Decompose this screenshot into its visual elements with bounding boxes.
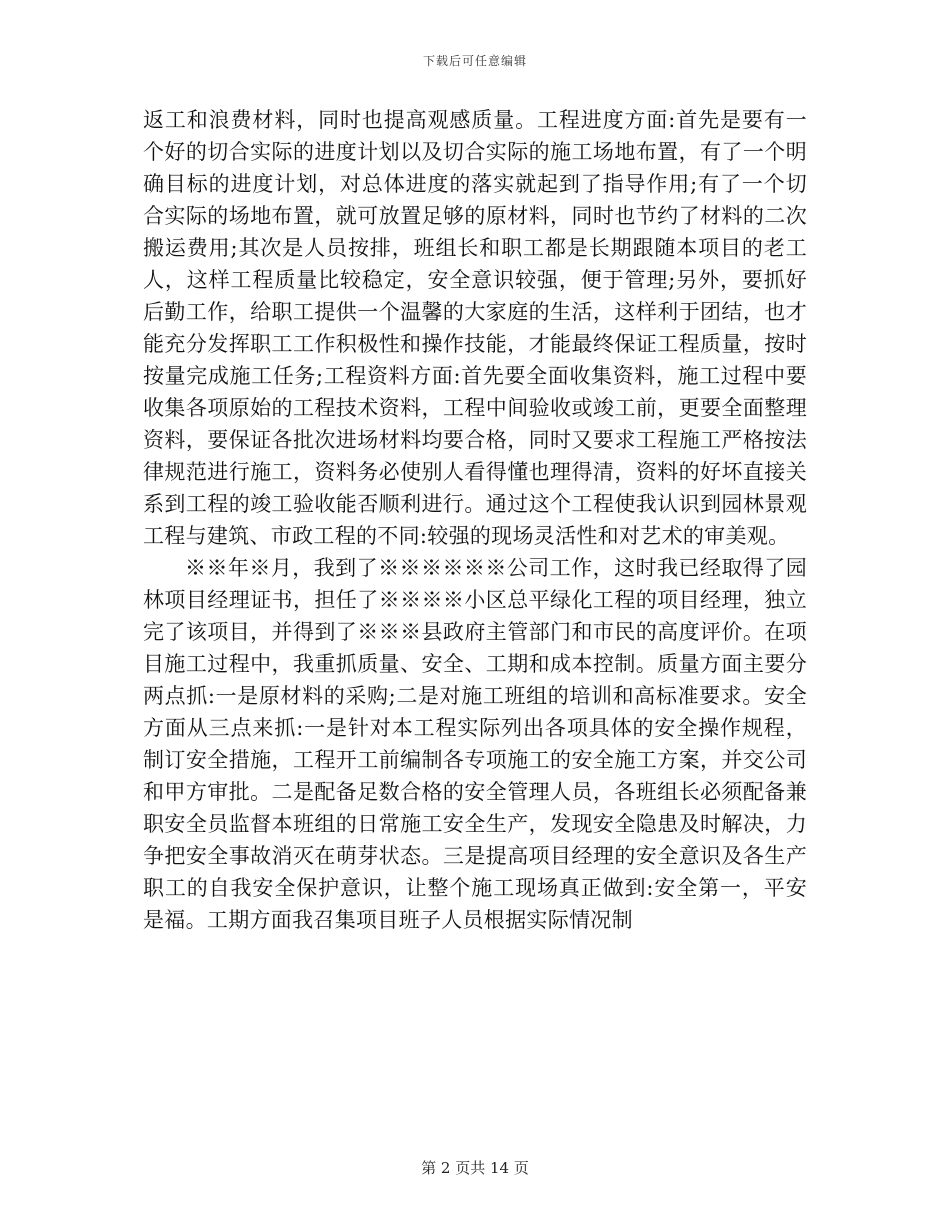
page-header-note: 下载后可任意编辑 [422, 54, 527, 68]
page-number: 第 2 页共 14 页 [421, 1159, 529, 1177]
document-body [143, 104, 807, 936]
body-paragraph: ※※年※月，我到了※※※※※※公司工作，这时我已经取得了园林项目经理证书，担任了※※※※小区总平绿化工程的项目经理，独立完了该项目，并得到了※※※县政府主管部门和市民的高度评价。在项目施工过程中，我重抓质量、安全、工期和成本控制。质量方面主要分两点抓:一是原材料的采购;二是对施工班组的培训和高标准要求。安全方面从三点来抓:一是针对本工程实际列出各项具体的安全操作规程，制订安全措施，工程开工前编制各专项施工的安全施工方案，并交公司和甲方审批。二是配备足数合格的安全管理人员，各班组长必须配备兼职安全员监督本班组的日常施工安全生产，发现安全隐患及时解决，力争把安全事故消灭在萌芽状态。三是提高项目经理的安全意识及各生产职工的自我安全保护意识，让整个施工现场真正做到:安全第一，平安是福。工期方面我召集项目班子人员根据实际情况制 [143, 556, 807, 932]
body-paragraph: 返工和浪费材料，同时也提高观感质量。工程进度方面:首先是要有一个好的切合实际的进度计划以及切合实际的施工场地布置，有了一个明确目标的进度计划，对总体进度的落实就起到了指导作用;有了一个切合实际的场地布置，就可放置足够的原材料，同时也节约了材料的二次搬运费用;其次是人员按排，班组长和职工都是长期跟随本项目的老工人，这样工程质量比较稳定，安全意识较强，便于管理;另外，要抓好后勤工作，给职工提供一个温馨的大家庭的生活，这样利于团结，也才能充分发挥职工工作积极性和操作技能，才能最终保证工程质量，按时按量完成施工任务;工程资料方面:首先要全面收集资料，施工过程中要收集各项原始的工程技术资料，工程中间验收或竣工前，更要全面整理资料，要保证各批次进场材料均要合格，同时又要求工程施工严格按法律规范进行施工，资料务必使别人看得懂也理得清，资料的好坏直接关系到工程的竣工验收能否顺利进行。通过这个工程使我认识到园林景观工程与建筑、市政工程的不同:较强的现场灵活性和对艺术的审美观。 [143, 108, 807, 548]
